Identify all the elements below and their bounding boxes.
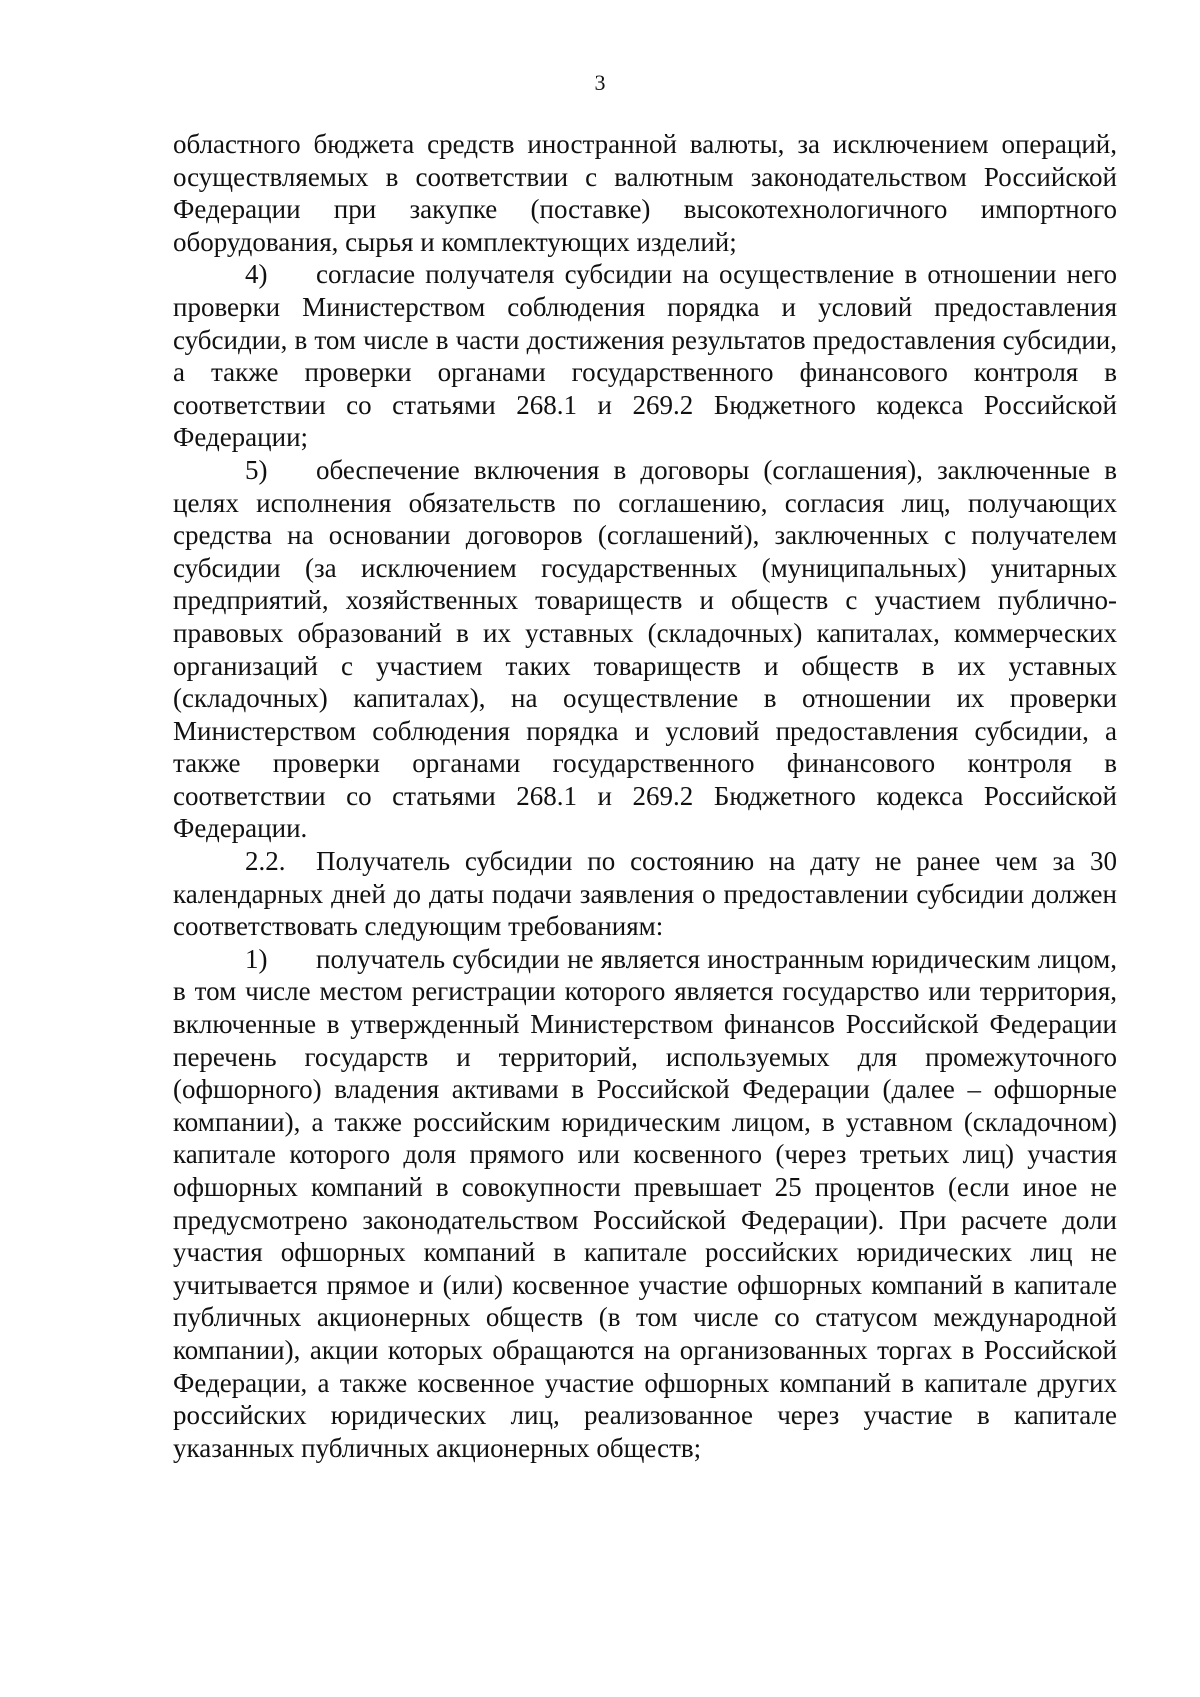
document-body	[173, 128, 1117, 1464]
page-number: 3	[594, 70, 606, 95]
paragraph-text: согласие получателя субсидии на осуществление в отношении него проверки Министерством соблюдения порядка и условий предоставления субсидии, в том числе в части достижения результатов предоставления субсидии, а также проверки органами государственного финансового контроля в соответствии со статьями 268.1 и 269.2 Бюджетного кодекса Российской Федерации;	[173, 259, 1117, 453]
item-number: 4)	[245, 259, 268, 290]
paragraph-item-5	[173, 454, 1117, 845]
paragraph-text: Получатель субсидии по состоянию на дату не ранее чем за 30 календарных дней до даты подачи заявления о предоставлении субсидии должен соответствовать следующим требованиям:	[173, 846, 1117, 942]
item-number: 5)	[245, 454, 268, 485]
paragraph-item-1	[173, 943, 1117, 1465]
item-number: 1)	[245, 943, 268, 974]
paragraph-text: обеспечение включения в договоры (соглашения), заключенные в целях исполнения обязательств по соглашению, согласия лиц, получающих средства на основании договоров (соглашений), заключенных с получателем субсидии (за исключением государственных (муниципальных) унитарных предприятий, хозяйственных товариществ и обществ с участием публично-правовых образований в их уставных (складочных) капиталах, коммерческих организаций с участием таких товариществ и обществ в их уставных (складочных) капиталах), на осуществление в отношении их проверки Министерством соблюдения порядка и условий предоставления субсидии, а также проверки органами государственного финансового контроля в соответствии со статьями 268.1 и 269.2 Бюджетного кодекса Российской Федерации.	[173, 454, 1117, 844]
paragraph-section-2-2	[173, 845, 1117, 943]
paragraph-item-4	[173, 258, 1117, 454]
paragraph-text: областного бюджета средств иностранной валюты, за исключением операций, осуществляемых в соответствии с валютным законодательством Российской Федерации при закупке (поставке) высокотехнологичного импортного оборудования, сырья и комплектующих изделий;	[173, 129, 1117, 257]
paragraph-continuation	[173, 128, 1117, 258]
section-number: 2.2.	[245, 846, 286, 877]
paragraph-text: получатель субсидии не является иностранным юридическим лицом, в том числе местом регистрации которого является государство или территория, включенные в утвержденный Министерством финансов Российской Федерации перечень государств и территорий, используемых для промежуточного (офшорного) владения активами в Российской Федерации (далее – офшорные компании), а также российским юридическим лицом, в уставном (складочном) капитале которого доля прямого или косвенного (через третьих лиц) участия офшорных компаний в совокупности превышает 25 процентов (если иное не предусмотрено законодательством Российской Федерации). При расчете доли участия офшорных компаний в капитале российских юридических лиц не учитывается прямое и (или) косвенное участие офшорных компаний в капитале публичных акционерных обществ (в том числе со статусом международной компании), акции которых обращаются на организованных торгах в Российской Федерации, а также косвенное участие офшорных компаний в капитале других российских юридических лиц, реализованное через участие в капитале указанных публичных акционерных обществ;	[173, 943, 1117, 1463]
